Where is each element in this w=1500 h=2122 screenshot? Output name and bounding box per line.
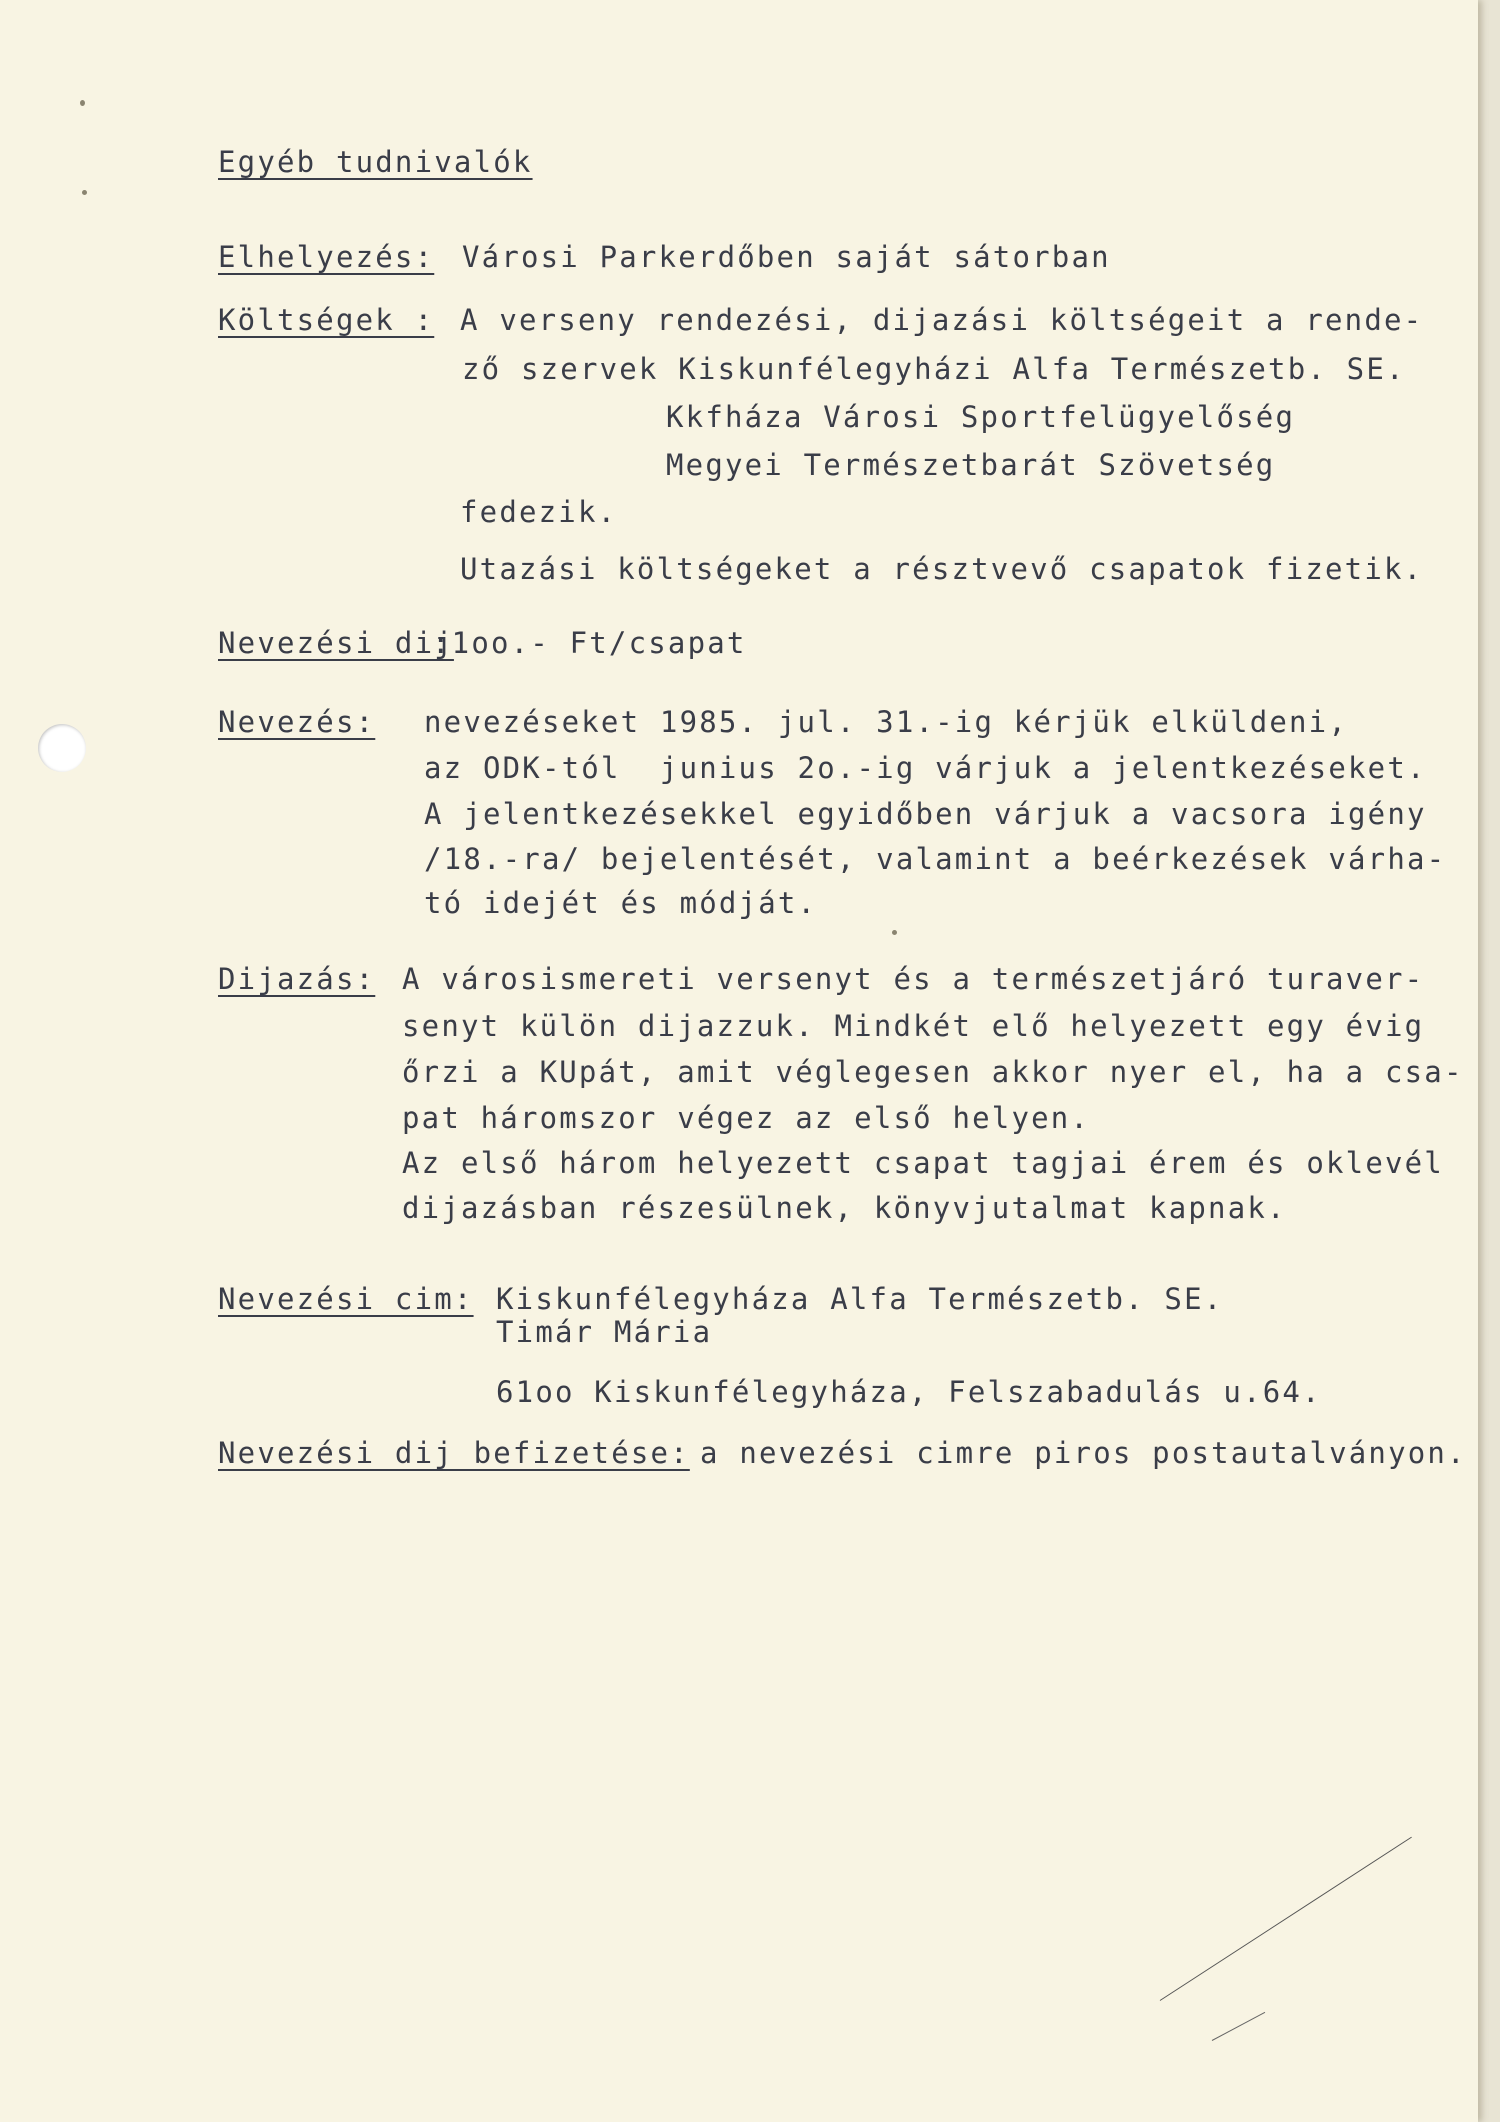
travel-costs-text: Utazási költségeket a résztvevő csapatok fizetik. bbox=[460, 552, 1424, 586]
entry-fee-text: :1oo.- Ft/csapat bbox=[432, 626, 747, 660]
awards-label: Dijazás: bbox=[218, 962, 376, 996]
entry-line: A jelentkezésekkel egyidőben várjuk a vacsora igény bbox=[424, 797, 1427, 831]
costs-label: Költségek : bbox=[218, 303, 435, 337]
entry-label: Nevezés: bbox=[218, 705, 376, 739]
entry-line: tó idejét és módját. bbox=[424, 886, 818, 920]
speck bbox=[892, 930, 897, 935]
section-heading: Egyéb tudnivalók bbox=[218, 145, 533, 179]
speck bbox=[82, 190, 87, 195]
entry-fee-label: Nevezési dij bbox=[218, 626, 454, 660]
awards-line: Az első három helyezett csapat tagjai érem és oklevél bbox=[402, 1146, 1444, 1180]
payment-text: a nevezési cimre piros postautalványon. bbox=[700, 1436, 1467, 1470]
awards-line: őrzi a KUpát, amit véglegesen akkor nyer el, ha a csa- bbox=[402, 1055, 1464, 1089]
postal-address: 61oo Kiskunfélegyháza, Felszabadulás u.64. bbox=[496, 1375, 1322, 1409]
costs-line: A verseny rendezési, dijazási költségeit a rende- bbox=[460, 303, 1424, 337]
accommodation-label: Elhelyezés: bbox=[218, 240, 435, 274]
costs-line: Kkfháza Városi Sportfelügyelőség bbox=[666, 400, 1296, 434]
entry-line: /18.-ra/ bejelentését, valamint a beérkezések várha- bbox=[424, 842, 1447, 876]
entry-address-line: Kiskunfélegyháza Alfa Természetb. SE. bbox=[496, 1282, 1224, 1316]
entry-line: nevezéseket 1985. jul. 31.-ig kérjük elküldeni, bbox=[424, 705, 1348, 739]
accommodation-text: Városi Parkerdőben saját sátorban bbox=[462, 240, 1111, 274]
payment-label: Nevezési dij befizetése: bbox=[218, 1436, 690, 1470]
costs-line: fedezik. bbox=[460, 495, 618, 529]
costs-line: Megyei Természetbarát Szövetség bbox=[666, 448, 1276, 482]
speck bbox=[80, 100, 85, 106]
costs-line: ző szervek Kiskunfélegyházi Alfa Természetb. SE. bbox=[462, 352, 1406, 386]
pencil-mark bbox=[1160, 1837, 1412, 2001]
punch-hole bbox=[38, 724, 86, 772]
entry-address-label: Nevezési cim: bbox=[218, 1282, 474, 1316]
awards-line: A városismereti versenyt és a természetjáró turaver- bbox=[402, 962, 1425, 996]
entry-line: az ODK-tól junius 2o.-ig várjuk a jelentkezéseket. bbox=[424, 751, 1427, 785]
awards-line: senyt külön dijazzuk. Mindkét elő helyezett egy évig bbox=[402, 1009, 1425, 1043]
awards-line: pat háromszor végez az első helyen. bbox=[402, 1101, 1091, 1135]
pencil-mark bbox=[1212, 2012, 1265, 2041]
awards-line: dijazásban részesülnek, könyvjutalmat kapnak. bbox=[402, 1191, 1287, 1225]
entry-address-line: Timár Mária bbox=[496, 1315, 713, 1349]
